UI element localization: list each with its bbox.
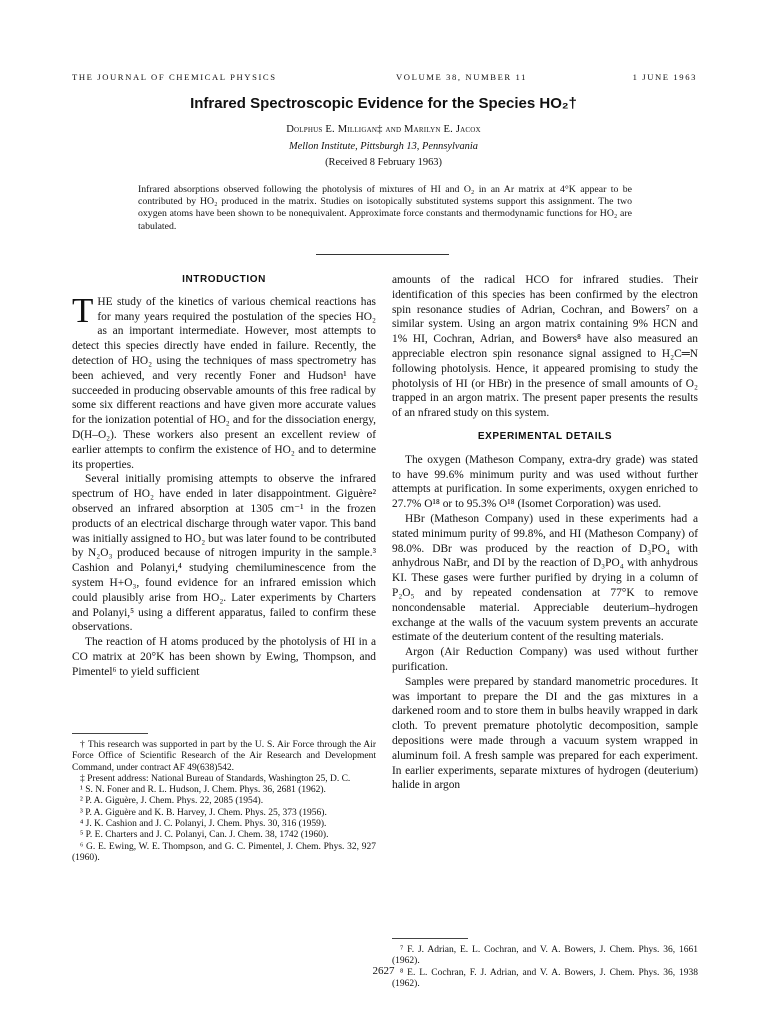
paragraph: amounts of the radical HCO for infrared studies. Their identification of this species has been confirmed by the electron spin resonance studies of Adrian, Cochran, and Bowers⁷ on a similar system. Using an argon matrix containing 9% HCN and 1% HI, Cochran, Adrian, and Bowers⁸ have also measured an appreciable electron spin resonance signal assigned to H₂C═N following photolysis. Hence, it appeared promising to study the photolysis of HI (or HBr) in the presence of small amounts of O₂ trapped in an argon matrix. The present paper presents the results of an nfrared study on this system. bbox=[392, 274, 698, 420]
paragraph-text: HE study of the kinetics of various chemical reactions has for many years required the postulation of the species HO₂ as an important intermediate. However, most attempts to detect this species directly have ended in failure. Recently, the detection of HO₂ using the techniques of mass spectrometry has been achieved, and very recently Foner and Hudson¹ have succeeded in producing observable amounts of this free radical by some six different reactions and have given more accurate values for the ionization potential of HO₂ and for the dissociation energy, D(H–O₂). These workers also present an excellent review of earlier attempts to confirm the existence of HO₂ and to determine its properties. bbox=[72, 295, 376, 471]
paragraph bbox=[72, 290, 376, 473]
affiliation: Mellon Institute, Pittsburgh 13, Pennsylvania bbox=[289, 141, 478, 152]
right-column bbox=[392, 273, 698, 793]
paragraph: Argon (Air Reduction Company) was used without further purification. bbox=[392, 646, 698, 673]
journal-name: THE JOURNAL OF CHEMICAL PHYSICS bbox=[72, 72, 277, 82]
footnote-rule bbox=[72, 733, 148, 734]
footnote: ³ P. A. Giguère and K. B. Harvey, J. Chem. Phys. 25, 373 (1956). bbox=[80, 807, 327, 818]
running-head bbox=[72, 72, 697, 86]
section-heading-experimental: EXPERIMENTAL DETAILS bbox=[477, 430, 613, 442]
footnote: ² P. A. Giguère, J. Chem. Phys. 22, 2085 (1954). bbox=[80, 796, 264, 807]
volume-number: VOLUME 38, NUMBER 11 bbox=[396, 72, 527, 82]
drop-cap: T bbox=[72, 290, 94, 330]
issue-date: 1 JUNE 1963 bbox=[632, 72, 697, 82]
left-column bbox=[72, 273, 376, 680]
footnote: ⁸ E. L. Cochran, F. J. Adrian, and V. A. Bowers, J. Chem. Phys. 36, 1938 (1962). bbox=[392, 967, 698, 989]
paragraph: Samples were prepared by standard manometric procedures. It was important to prepare the DI and the gas mixtures in a darkened room and to store them in bulbs heavily wrapped in dark cloth. To prevent premature photolytic decomposition, sample depositions were made through a vacuum system wrapped in aluminum foil. A fresh sample was prepared for each experiment. In earlier experiments, separate mixtures of hydrogen (deuterium) halide in argon bbox=[392, 675, 698, 792]
section-divider bbox=[316, 254, 449, 255]
paragraph: HBr (Matheson Company) used in these experiments had a stated minimum purity of 99.8%, and HI (Matheson Company) of 98.0%. DBr was produced by the reaction of D₃PO₄ with anhydrous NaBr, and DI by the reaction of D₃PO₄ with anhydrous KI. These gases were further purified by drying in a column of P₂O₅ and by repeated condensation at 77°K to remove noncondensable material. Appreciable deuterium–hydrogen exchange at the walls of the vacuum system prevents an accurate estimate of the deuterium content of the resulting materials. bbox=[392, 512, 698, 644]
footnote: ⁴ J. K. Cashion and J. C. Polanyi, J. Chem. Phys. 30, 316 (1959). bbox=[80, 819, 327, 830]
footnote: ⁷ F. J. Adrian, E. L. Cochran, and V. A. Bowers, J. Chem. Phys. 36, 1661 (1962). bbox=[392, 945, 698, 967]
footnote: ⁵ P. E. Charters and J. C. Polanyi, Can. J. Chem. 38, 1742 (1960). bbox=[80, 830, 329, 841]
authors: Dolphus E. Milligan‡ and Marilyn E. Jacox bbox=[286, 124, 481, 135]
paragraph: The reaction of H atoms produced by the photolysis of HI in a CO matrix at 20°K has been shown by Ewing, Thompson, and Pimentel⁶ to yield sufficient bbox=[72, 636, 376, 678]
footnotes-left bbox=[72, 740, 376, 864]
footnote-rule bbox=[392, 938, 468, 939]
footnote: ‡ Present address: National Bureau of Standards, Washington 25, D. C. bbox=[80, 773, 351, 784]
page-number: 2627 bbox=[372, 965, 395, 977]
section-heading-introduction: INTRODUCTION bbox=[182, 274, 266, 285]
footnote: ⁶ G. E. Ewing, W. E. Thompson, and G. C. Pimentel, J. Chem. Phys. 32, 927 (1960). bbox=[72, 841, 376, 863]
footnote: ¹ S. N. Foner and R. L. Hudson, J. Chem. Phys. 36, 2681 (1962). bbox=[80, 785, 326, 796]
footnote: † This research was supported in part by the U. S. Air Force through the Air Force Office of Scientific Research of the Air Research and Development Command, under contract AF 49(638)542. bbox=[72, 740, 376, 773]
abstract: Infrared absorptions observed following the photolysis of mixtures of HI and O₂ in an Ar matrix at 4°K appear to be contributed by HO₂ produced in the matrix. Studies on isotopically substituted systems support this assignment. The two oxygen atoms have been shown to be nonequivalent. Approximate force constants and thermodynamic functions for HO₂ are tabulated. bbox=[138, 184, 632, 232]
received-date: (Received 8 February 1963) bbox=[325, 157, 442, 168]
article-title: Infrared Spectroscopic Evidence for the Species HO₂† bbox=[190, 95, 577, 112]
paragraph: The oxygen (Matheson Company, extra-dry grade) was stated to have 99.6% minimum purity and was used without further attempts at purification. In some experiments, oxygen enriched to 27.7% O¹⁸ or to 95.3% O¹⁸ (Isomet Corporation) was used. bbox=[392, 453, 698, 511]
paragraph: Several initially promising attempts to observe the infrared spectrum of HO₂ have ended in later disappointment. Giguère² observed an infrared absorption at 1305 cm⁻¹ in the frozen products of an electrical discharge through water vapor. This band was initially assigned to HO₂ but was later found to be contributed by N₂O₃ produced because of nitrogen impurity in the sample.³ Cashion and Polanyi,⁴ studying chemiluminescence from the system H+O₃, found evidence for an infrared emission which could plausibly arise from HO₂. Later experiments by Charters and Polanyi,⁵ using a different apparatus, failed to confirm these observations. bbox=[72, 473, 376, 634]
